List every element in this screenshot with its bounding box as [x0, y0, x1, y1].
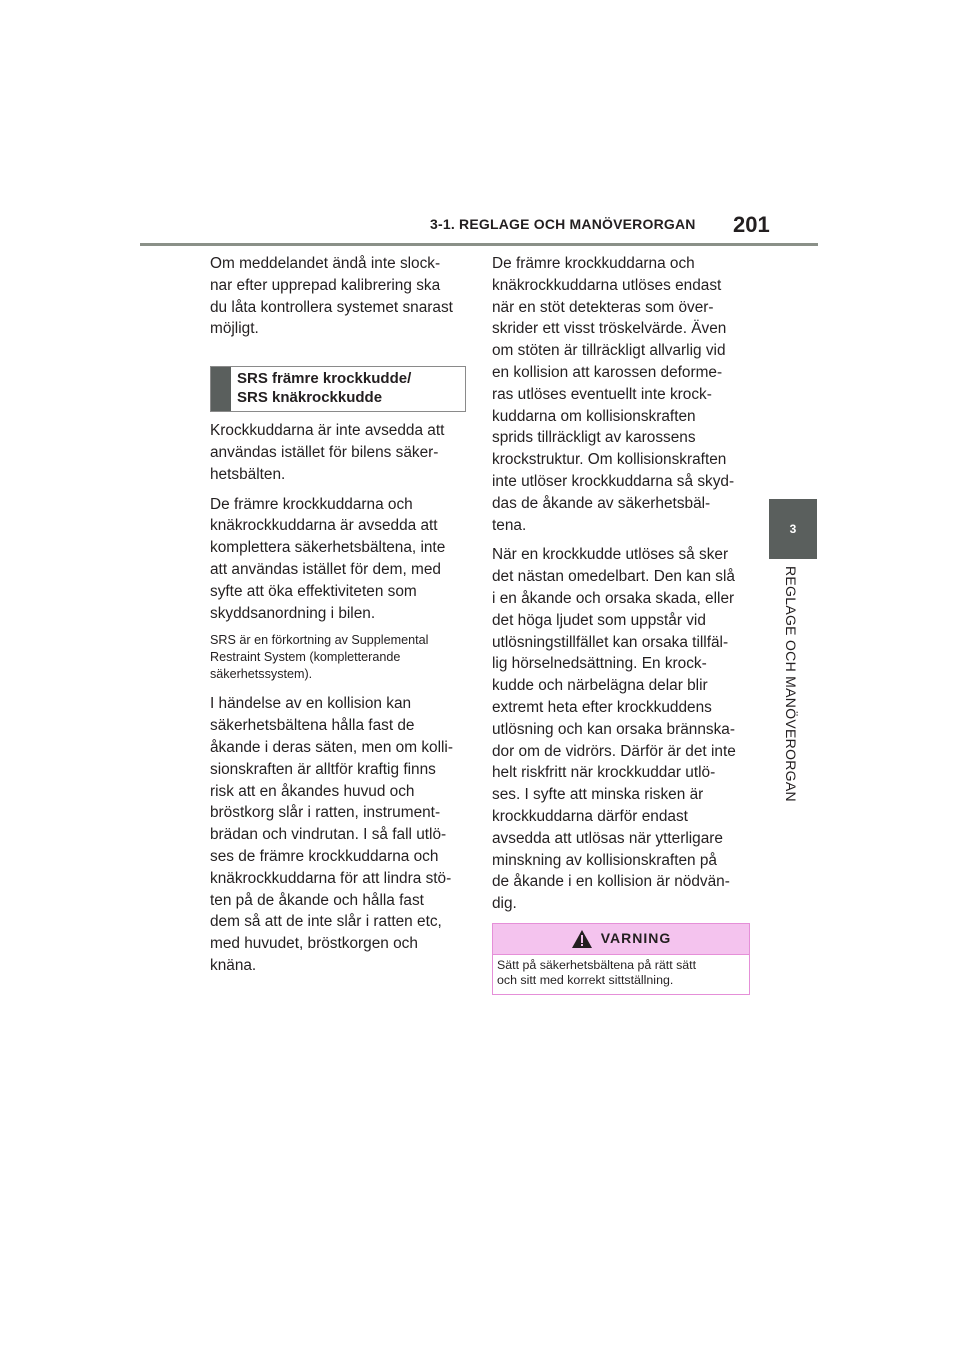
- page-number: 201: [733, 212, 770, 237]
- paragraph: När en krockkudde utlöses så sker det nästan omedelbart. Den kan slå i en åkande och orsaka skada, eller det höga ljudet som uppstår vid utlösningstillfället kan orsaka tillfäl- lig hörselnedsättning. En krock- kudde och närbelägna delar blir extremt heta efter krockkuddens utlösning och kan orsaka brännska- dor om de vidrörs. Därför är det inte helt riskfritt när krockkuddar utlö- ses. I syfte att minska risken är krockkuddarna därför endast avsedda att utlösas när ytterligare minskning av kollisionskraften på de åkande i en kollision är nödvän- dig.: [492, 546, 736, 913]
- section-heading-box: [210, 366, 466, 412]
- warning-header: [493, 924, 749, 955]
- intro-paragraph: Om meddelandet ändå inte slock- nar efter upprepad kalibrering ska du låta kontrollera systemet snarast möjligt.: [210, 255, 453, 338]
- chapter-number: 3: [789, 522, 797, 536]
- left-column: [210, 253, 472, 985]
- warning-box: [492, 923, 750, 995]
- section-heading: SRS främre krockkudde/ SRS knäkrockkudde: [237, 370, 412, 407]
- paragraph: I händelse av en kollision kan säkerhetsbältena hålla fast de åkande i deras säten, men om kolli- sionskraften är alltför kraftig finns risk att en åkandes huvud och bröstkorg slår i ratten, instrument- brädan och vindrutan. I så fall utlö- ses de främre krockkuddarna och knäkrockkuddarna för att lindra stö- ten på de åkande och hålla fast dem så att de inte slår i ratten etc, med huvudet, bröstkorgen och knäna.: [210, 695, 453, 974]
- chapter-tab: [769, 499, 817, 559]
- right-column: [492, 253, 754, 995]
- paragraph: De främre krockkuddarna och knäkrockkuddarna utlöses endast när en stöt detekteras som över- skrider ett visst tröskelvärde. Även om stöten är tillräckligt allvarlig vid en kollision att karossen deforme- ras utlöses eventuellt inte krock- kuddarna om kollisionskraften sprids tillräckligt av karossens krockstruktur. Om kollisionskraften inte utlöser krockkuddarna så skyd- das de åkande av säkerhetsbäl- tena.: [492, 255, 735, 534]
- paragraph: Krockkuddarna är inte avsedda att användas istället för bilens säker- hetsbälten.: [210, 422, 445, 483]
- footnote: SRS är en förkortning av Supplemental Restraint System (kompletterande säkerhetssystem).: [210, 633, 429, 682]
- paragraph: De främre krockkuddarna och knäkrockkuddarna är avsedda att komplettera säkerhetsbältena, inte att användas istället för dem, med syfte att öka effektiviteten som skyddsanordning i bilen.: [210, 495, 446, 622]
- section-title: 3-1. REGLAGE OCH MANÖVERORGAN: [430, 216, 696, 232]
- chapter-label: REGLAGE OCH MANÖVERORGAN: [783, 566, 799, 802]
- warning-label: VARNING: [600, 930, 672, 946]
- header-divider: [140, 243, 818, 246]
- warning-triangle-icon: [571, 929, 593, 949]
- warning-text: Sätt på säkerhetsbältena på rätt sätt och sitt med korrekt sittställning.: [497, 957, 697, 987]
- section-heading-bar: [211, 367, 231, 411]
